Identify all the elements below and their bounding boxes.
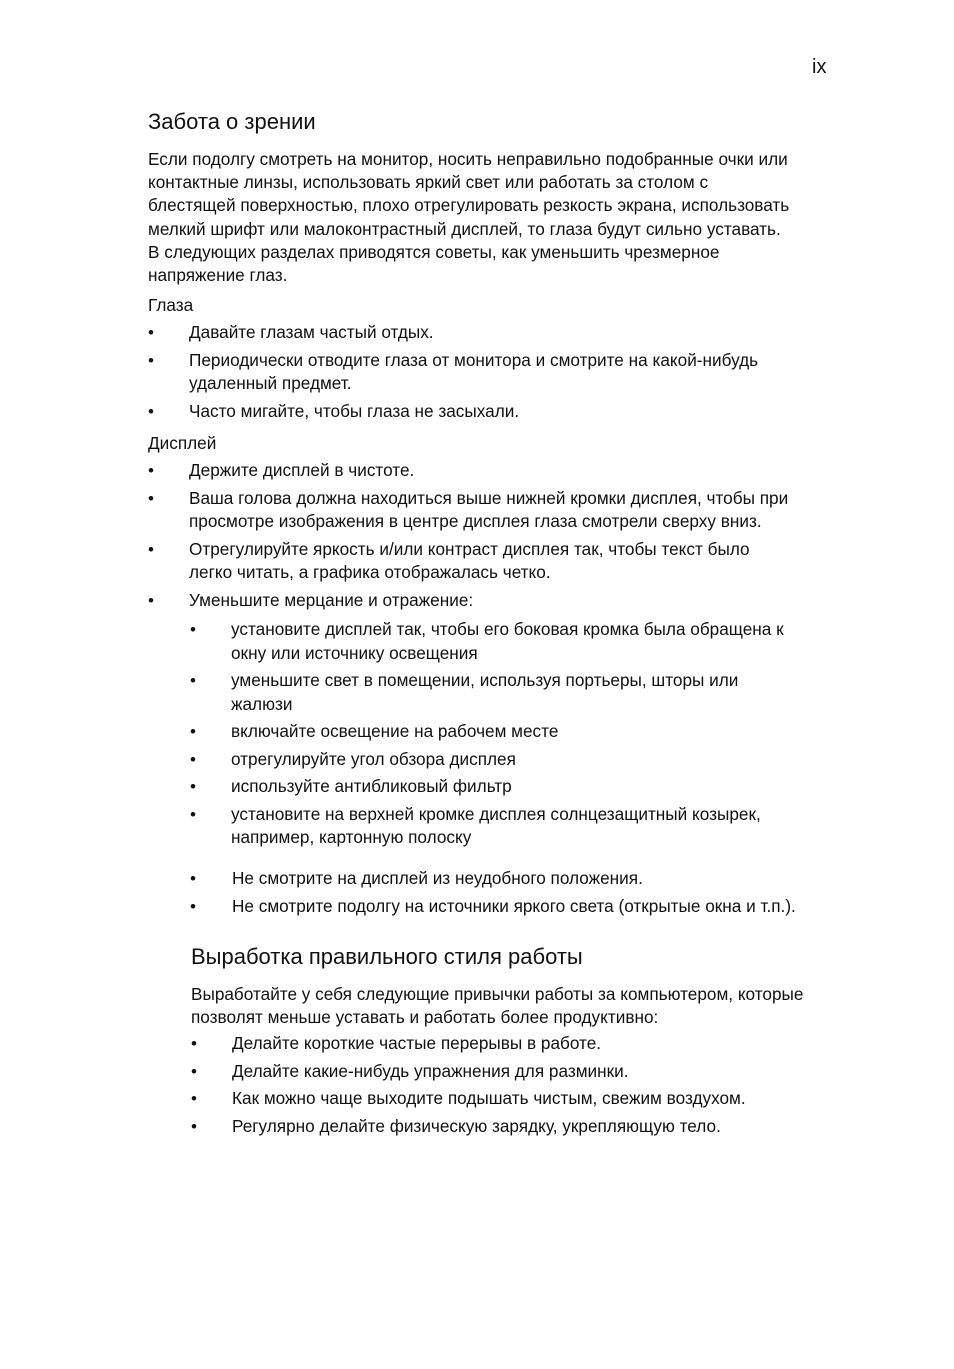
glare-sublist [190,618,870,850]
page-number: ix [812,56,827,78]
list-item [148,400,868,424]
list-item [190,618,870,665]
list-item [148,487,868,534]
item-line: установите дисплей так, чтобы его боковая кромка была обращена к [231,619,784,639]
bullet-icon: • [148,350,154,370]
item-line: включайте освещение на рабочем месте [231,721,559,741]
bullet-icon: • [191,1089,197,1108]
item-line: Периодически отводите глаза от монитора и смотрите на какой-нибудь [189,349,759,370]
list-item [190,867,890,891]
bullet-icon: • [190,749,196,769]
item-line: отрегулируйте угол обзора дисплея [231,748,516,769]
section-title-eye-care: Забота о зрении [148,109,316,134]
item-line: например, картонную полоску [231,827,472,847]
intro-line: напряжение глаз. [148,265,288,286]
bullet-icon: • [191,1116,197,1136]
item-line: Ваша голова должна находиться выше нижней кромки дисплея, чтобы при [189,487,789,508]
item-line: жалюзи [231,693,293,714]
bullet-icon: • [191,1061,197,1081]
bullet-icon: • [190,671,196,690]
bullet-icon: • [148,323,154,342]
intro-line: Если подолгу смотреть на монитор, носить неправильно подобранные очки или [148,149,788,169]
posture-list [190,867,890,918]
intro-line: мелкий шрифт или малоконтрастный дисплей, то глаза будут сильно уставать. [148,218,781,239]
bullet-icon: • [190,804,196,824]
list-item [148,349,868,396]
list-item [191,1060,871,1084]
item-line: легко читать, а графика отображалась четко. [189,562,551,582]
list-item [148,538,868,585]
intro-line: позволят меньше уставать и работать более продуктивно: [191,1007,659,1028]
bullet-icon: • [190,620,196,639]
item-line: Как можно чаще выходите подышать чистым, свежим воздухом. [232,1088,746,1108]
item-line: используйте антибликовый фильтр [231,776,512,796]
bullet-icon: • [190,722,196,741]
item-line: уменьшите свет в помещении, используя портьеры, шторы или [231,670,739,690]
list-item [191,1032,871,1056]
work-habits-list [191,1032,871,1138]
list-item [148,589,868,613]
list-item [190,895,890,919]
bullet-icon: • [148,539,154,559]
subheading-eyes: Глаза [148,295,194,315]
intro-line: Выработайте у себя следующие привычки работы за компьютером, которые [191,984,804,1004]
item-line: Делайте короткие частые перерывы в работе. [232,1033,602,1053]
list-item [191,1087,871,1111]
intro-line: контактные линзы, использовать яркий свет или работать за столом с [148,172,709,193]
bullet-icon: • [190,896,196,916]
bullet-icon: • [148,488,154,508]
bullet-icon: • [191,1034,197,1053]
bullet-icon: • [190,869,196,888]
bullet-icon: • [190,777,196,796]
item-line: удаленный предмет. [189,373,352,393]
eyes-list [148,321,868,423]
eye-care-intro [148,148,789,287]
item-line: Регулярно делайте физическую зарядку, укрепляющую тело. [232,1115,721,1136]
list-item [190,775,870,799]
item-line: Отрегулируйте яркость и/или контраст дисплея так, чтобы текст было [189,538,750,559]
intro-line: В следующих разделах приводятся советы, как уменьшить чрезмерное [148,241,720,262]
item-line: Давайте глазам частый отдых. [189,322,434,342]
bullet-icon: • [148,461,154,480]
list-item [190,803,870,850]
intro-line: блестящей поверхностью, плохо отрегулировать резкость экрана, использовать [148,195,790,216]
item-line: окну или источнику освещения [231,642,478,663]
work-habits-intro [191,983,803,1029]
list-item [190,748,870,772]
bullet-icon: • [148,590,154,610]
bullet-icon: • [148,401,154,421]
item-line: Уменьшите мерцание и отражение: [189,589,474,610]
list-item [190,669,870,716]
item-line: Делайте какие-нибудь упражнения для разминки. [232,1060,629,1081]
item-line: установите на верхней кромке дисплея солнцезащитный козырек, [231,803,761,824]
list-item [148,321,868,345]
subheading-display: Дисплей [148,433,217,453]
list-item [190,720,870,744]
item-line: Держите дисплей в чистоте. [189,460,415,480]
list-item [191,1115,871,1139]
item-line: Часто мигайте, чтобы глаза не засыхали. [189,400,520,421]
section-title-work-habits: Выработка правильного стиля работы [191,944,583,969]
item-line: просмотре изображения в центре дисплея глаза смотрели сверху вниз. [189,511,762,531]
display-list [148,459,868,612]
list-item [148,459,868,483]
item-line: Не смотрите подолгу на источники яркого света (открытые окна и т.п.). [232,895,796,916]
item-line: Не смотрите на дисплей из неудобного положения. [232,868,643,888]
